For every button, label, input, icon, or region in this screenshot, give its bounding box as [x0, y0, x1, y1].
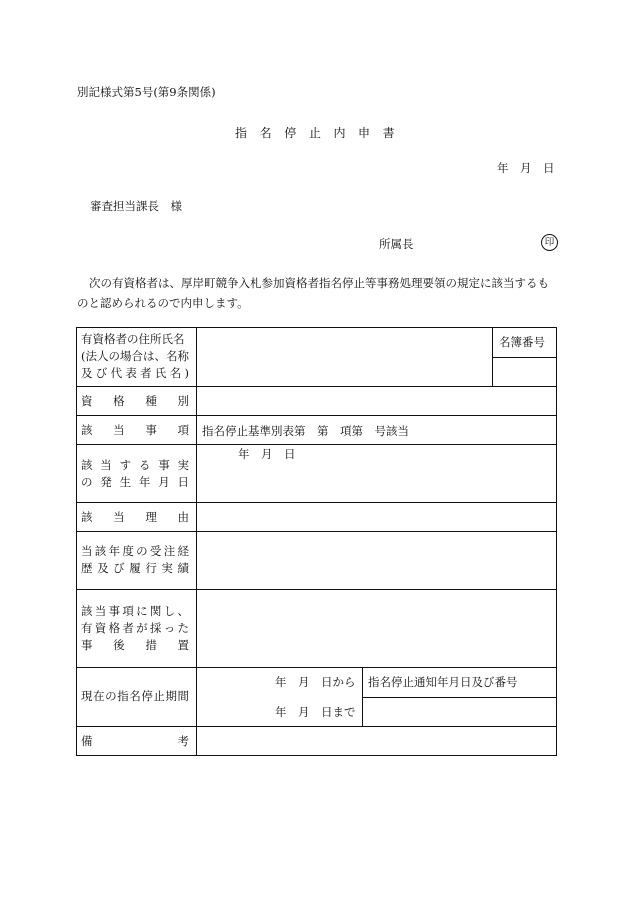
seal-mark: 印: [541, 234, 558, 251]
label-char: 止: [153, 689, 165, 703]
label-char: 後: [113, 638, 125, 652]
label-char: す: [119, 458, 132, 472]
label-line: [81, 457, 189, 474]
label-char: 実: [161, 561, 173, 575]
label-char: の: [81, 475, 93, 489]
label-char: 在: [93, 689, 105, 703]
table-border-left: [76, 327, 77, 756]
table-border-top: [76, 327, 557, 328]
label-line: (法人の場合は、名称: [81, 349, 189, 363]
label-char: 指: [117, 689, 129, 703]
label-char: 該: [94, 544, 107, 558]
label-char: 経: [177, 544, 189, 558]
label-char: 度: [122, 544, 134, 558]
label-line: 有資格者の住所氏名: [81, 332, 185, 346]
label-char: 名: [169, 366, 182, 380]
order-record-label: [81, 543, 189, 577]
label-line: [81, 637, 189, 654]
qualification-type-label: [81, 393, 189, 410]
label-char: 者: [122, 621, 134, 635]
label-char: 、: [177, 604, 189, 618]
table-rule: [76, 531, 557, 532]
label-char: っ: [163, 621, 176, 635]
document-date: 年 月 日: [497, 161, 555, 175]
label-char: 項: [122, 604, 134, 618]
addressee: 審査担当課長 様: [90, 199, 182, 213]
table-rule: [76, 667, 557, 668]
label-char: 事: [81, 638, 93, 652]
label-char: 月: [158, 475, 170, 489]
table-rule: [362, 667, 363, 727]
label-char: 当: [113, 510, 125, 524]
label-char: 行: [145, 561, 157, 575]
label-char: 受: [149, 544, 162, 558]
label-char: 氏: [154, 366, 167, 380]
label-char: た: [177, 621, 189, 635]
label-char: 備: [81, 734, 93, 748]
label-line: [81, 603, 189, 620]
table-rule: [196, 327, 197, 756]
label-char: 考: [177, 734, 189, 748]
label-line: [81, 543, 189, 560]
label-char: 資: [81, 394, 93, 408]
applicable-reason-label: [81, 509, 189, 526]
label-char: 表: [125, 366, 137, 380]
table-rule: [76, 415, 557, 416]
label-char: 当: [81, 544, 93, 558]
table-rule: [492, 327, 493, 387]
table-border-right: [556, 327, 557, 756]
label-char: 日: [177, 475, 189, 489]
label-char: 当: [100, 458, 112, 472]
label-line: [81, 620, 189, 637]
label-char: 理: [145, 510, 157, 524]
label-char: 年: [108, 544, 121, 558]
label-line: [81, 365, 189, 382]
period-from: 年 月 日から: [275, 675, 356, 689]
suspension-period-label: [81, 688, 189, 705]
label-char: 年: [138, 475, 151, 489]
period-to: 年 月 日まで: [275, 705, 356, 719]
label-char: 該: [81, 423, 93, 437]
label-char: る: [138, 458, 151, 472]
label-char: 履: [129, 561, 141, 575]
label-char: 及: [97, 561, 109, 575]
applicable-item-label: [81, 422, 189, 439]
label-char: 発: [100, 475, 112, 489]
form-reference: 別記様式第5号(第9条関係): [77, 85, 216, 99]
table-rule: [76, 502, 557, 503]
label-char: 及: [81, 366, 93, 380]
applicable-item-value: 指名停止基準別表第 第 項第 号該当: [202, 424, 409, 438]
label-char: 事: [108, 604, 121, 618]
request-statement: 次の有資格者は、厚岸町競争入札参加資格者指名停止等事務処理要領の規定に該当するものと認められるので内申します。: [77, 276, 549, 310]
label-char: 別: [177, 394, 189, 408]
label-char: し: [163, 604, 176, 618]
label-char: の: [136, 544, 148, 558]
label-char: 者: [140, 366, 152, 380]
label-line: [81, 560, 189, 577]
label-char: 種: [145, 394, 157, 408]
label-char: 名: [129, 689, 141, 703]
label-char: 関: [149, 604, 162, 618]
fact-occurrence-date-label: [81, 457, 189, 491]
label-char: 事: [158, 458, 170, 472]
label-char: 資: [94, 621, 107, 635]
label-char: 措: [145, 638, 157, 652]
table-rule: [362, 697, 557, 698]
label-char: 格: [108, 621, 121, 635]
label-char: 該: [81, 458, 93, 472]
label-char: 代: [110, 366, 123, 380]
label-char: に: [136, 604, 148, 618]
label-char: 採: [149, 621, 162, 635]
label-char: び: [95, 366, 108, 380]
label-line: [81, 474, 189, 491]
label-char: 績: [177, 561, 189, 575]
table-rule: [76, 386, 557, 387]
label-char: 項: [177, 423, 189, 437]
label-char: 期: [165, 689, 177, 703]
label-char: 間: [177, 689, 189, 703]
applicant-address-name-label: [81, 331, 189, 382]
label-char: 当: [113, 423, 125, 437]
document-title: 指 名 停 止 内 申 書: [235, 126, 395, 140]
label-char: び: [113, 561, 125, 575]
registry-number-label: 名簿番号: [499, 335, 545, 349]
table-rule: [76, 589, 557, 590]
label-char: 当: [94, 604, 107, 618]
label-char: 有: [81, 621, 93, 635]
label-char: 停: [141, 689, 153, 703]
label-char: 置: [177, 638, 189, 652]
remarks-label: [81, 733, 189, 750]
label-char: 実: [177, 458, 189, 472]
table-rule: [76, 444, 557, 445]
label-char: 事: [145, 423, 157, 437]
affiliation-head-label: 所属長: [379, 237, 414, 251]
label-char: 注: [163, 544, 176, 558]
label-char: ): [184, 366, 189, 380]
label-char: の: [105, 689, 117, 703]
label-char: 該: [81, 510, 93, 524]
label-char: 該: [81, 604, 93, 618]
table-rule: [76, 726, 557, 727]
suspension-notice-label: 指名停止通知年月日及び番号: [368, 675, 518, 689]
label-char: が: [136, 621, 148, 635]
fact-occurrence-date-value: 年 月 日: [238, 447, 296, 461]
label-char: 歴: [81, 561, 93, 575]
label-char: 生: [119, 475, 132, 489]
table-rule: [492, 357, 557, 358]
label-char: 由: [177, 510, 189, 524]
table-border-bottom: [76, 755, 557, 756]
label-char: 格: [113, 394, 125, 408]
subsequent-measures-label: [81, 603, 189, 654]
label-char: 現: [81, 689, 93, 703]
